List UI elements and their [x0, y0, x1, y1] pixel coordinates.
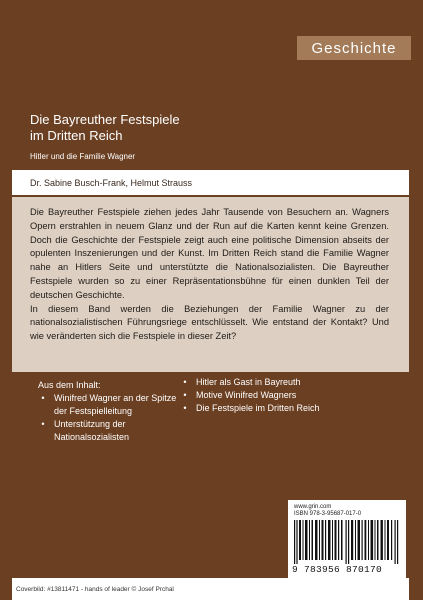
barcode-icon — [294, 520, 400, 564]
contents-item — [38, 392, 178, 418]
contents-panel — [12, 372, 409, 512]
contents-left-column — [38, 392, 178, 444]
blurb-panel — [12, 197, 409, 372]
contents-right-column — [180, 376, 330, 415]
title-line-2: im Dritten Reich — [30, 128, 123, 143]
contents-item — [180, 376, 330, 389]
contents-item — [180, 402, 330, 415]
bullet-icon: • — [183, 390, 187, 400]
bullet-icon: • — [183, 377, 187, 387]
bullet-icon: • — [41, 419, 45, 429]
authors: Dr. Sabine Busch-Frank, Helmut Strauss — [30, 177, 193, 188]
cover-image-credit: Coverbild: #13811471 - hands of leader © Josef Prchal — [12, 578, 409, 600]
isbn-block — [288, 500, 406, 578]
barcode-digits: 9 783956 870170 — [292, 564, 383, 575]
title-line-1: Die Bayreuther Festspiele — [30, 112, 180, 127]
blurb-paragraph-1: Die Bayreuther Festspiele ziehen jedes Jahr Tausende von Besuchern an. Wagners Opern erstrahlen in neuem Glanz und der Run auf die Karten kennt keine Grenzen. Doch die Geschichte der Festspiele zeigt auch eine politische Dimension abseits der opulenten Inszenierungen und der Kunst. Im Dritten Reich stand die Familie Wagner nahe an Hitlers Seite und unterstützte die Nationalsozialisten. Die Bayreuther Festspiele wurden so zu einer Repräsentationsbühne für einen dunklen Teil der deutschen Geschichte. — [30, 207, 389, 300]
bullet-icon: • — [183, 403, 187, 413]
isbn-number: ISBN 978-3-95687-017-0 — [294, 511, 362, 517]
contents-heading: Aus dem Inhalt: — [38, 380, 101, 390]
contents-item-text: Die Festspiele im Dritten Reich — [196, 403, 320, 413]
bullet-icon: • — [41, 393, 45, 403]
authors-strip — [12, 170, 409, 195]
book-title — [30, 112, 180, 144]
contents-item — [180, 389, 330, 402]
category-text: Geschichte — [311, 39, 397, 57]
contents-item-text: Winifred Wagner an der Spitze der Festspielleitung — [54, 393, 177, 416]
contents-item-text: Hitler als Gast in Bayreuth — [196, 377, 301, 387]
blurb-paragraph-2: In diesem Band werden die Beziehungen der Familie Wagner zu der nationalsozialistischen Führungsriege entschlüsselt. Wie entstand der Kontakt? Und wie veränderten sich die Festspiele in dieser Zeit? — [30, 303, 389, 342]
contents-item — [38, 418, 178, 444]
publisher-website: www.grin.com — [294, 504, 332, 510]
contents-item-text: Unterstützung der Nationalsozialisten — [54, 419, 130, 442]
book-subtitle: Hitler und die Familie Wagner — [30, 152, 136, 161]
category-label — [297, 36, 411, 60]
contents-item-text: Motive Winifred Wagners — [196, 390, 297, 400]
